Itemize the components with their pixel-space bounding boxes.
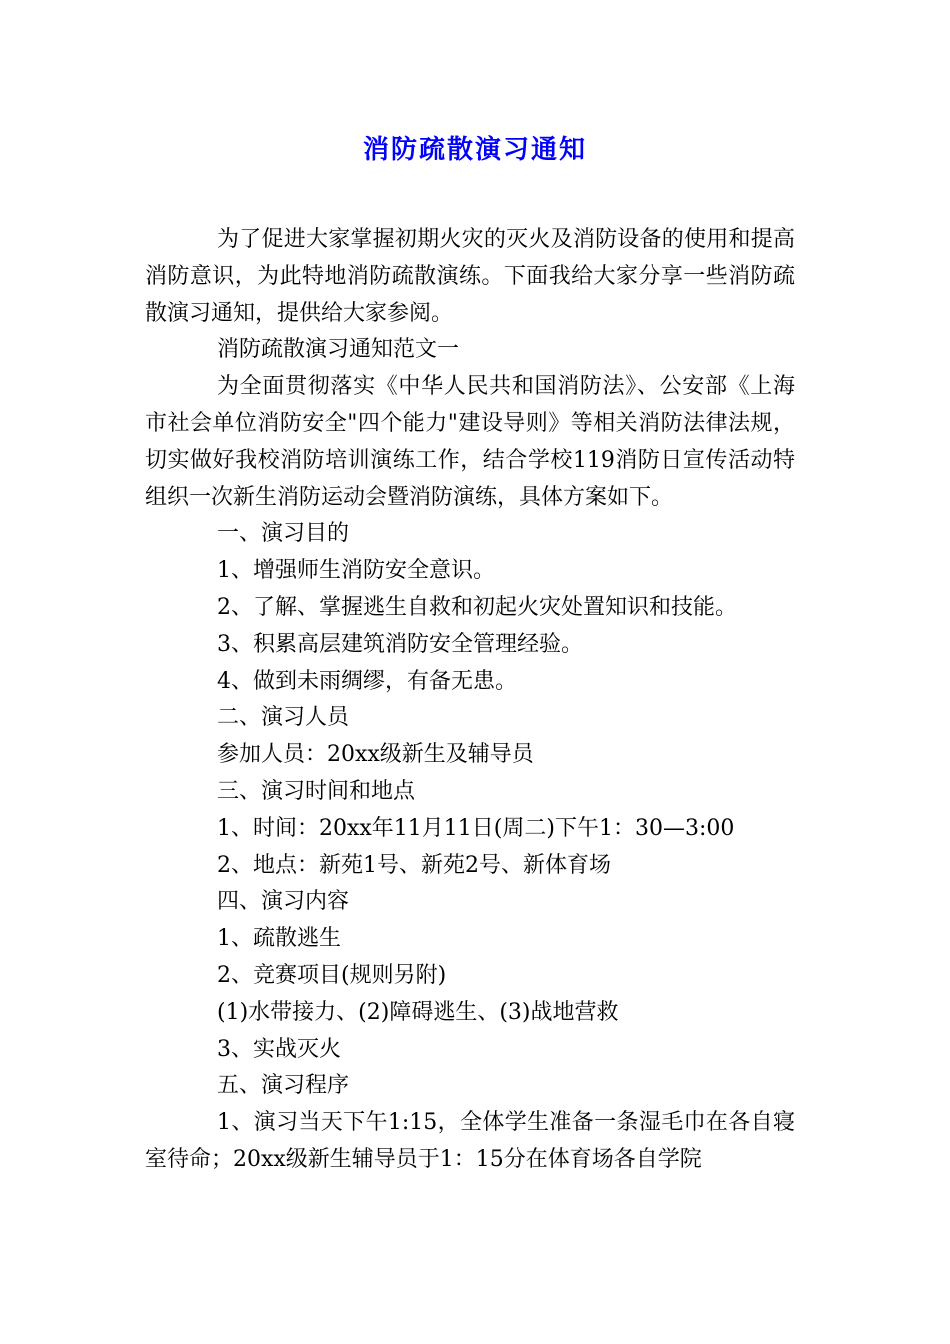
goal-item-4: 4、做到未雨绸缪，有备无患。 xyxy=(217,668,517,694)
goal-item-1: 1、增强师生消防安全意识。 xyxy=(217,558,495,584)
content-item-2: 2、竞赛项目(规则另附) xyxy=(217,962,447,988)
time-line: 1、时间：20xx年11月11日(周二)下午1：30—3:00 xyxy=(217,815,735,841)
section-heading-procedure: 五、演习程序 xyxy=(217,1073,350,1099)
document-body xyxy=(145,222,795,1179)
content-item-1: 1、疏散逃生 xyxy=(217,926,341,952)
place-line: 2、地点：新苑1号、新苑2号、新体育场 xyxy=(217,852,611,878)
section-heading-purpose: 一、演习目的 xyxy=(217,521,350,547)
intro-paragraph: 为了促进大家掌握初期火灾的灭火及消防设备的使用和提高消防意识，为此特地消防疏散演练。下面我给大家分享一些消防疏散演习通知，提供给大家参阅。 xyxy=(145,227,795,326)
section-heading-personnel: 二、演习人员 xyxy=(217,705,350,731)
section-heading-time-place: 三、演习时间和地点 xyxy=(217,778,416,804)
goal-item-3: 3、积累高层建筑消防安全管理经验。 xyxy=(217,631,583,657)
section-heading-content: 四、演习内容 xyxy=(217,889,350,915)
content-item-3: 3、实战灭火 xyxy=(217,1036,341,1062)
procedure-paragraph-1: 1、演习当天下午1:15，全体学生准备一条湿毛巾在各自寝室待命；20xx级新生辅导员于1：15分在体育场各自学院 xyxy=(145,1110,795,1172)
sample-title: 消防疏散演习通知范文一 xyxy=(217,337,460,363)
participants-line: 参加人员：20xx级新生及辅导员 xyxy=(217,742,534,768)
sample-intro-paragraph: 为全面贯彻落实《中华人民共和国消防法》、公安部《上海市社会单位消防安全"四个能力"建设导则》等相关消防法律法规，切实做好我校消防培训演练工作，结合学校119消防日宣传活动特组织一次新生消防运动会暨消防演练，具体方案如下。 xyxy=(145,374,795,510)
goal-item-2: 2、了解、掌握逃生自救和初起火灾处置知识和技能。 xyxy=(217,594,737,620)
content-item-2-subitems: (1)水带接力、(2)障碍逃生、(3)战地营救 xyxy=(217,999,619,1025)
document-title: 消防疏散演习通知 xyxy=(362,135,587,165)
